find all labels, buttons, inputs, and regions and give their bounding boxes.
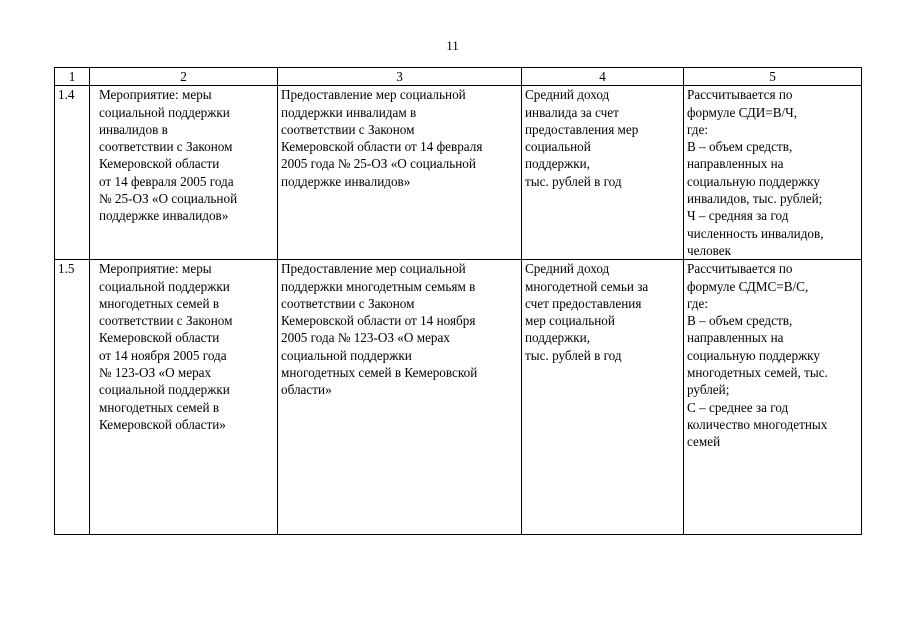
header-col-4: 4: [522, 68, 684, 86]
measure-description: Предоставление мер социальной поддержки инвалидам в соответствии с Законом Кемеровской области от 14 февраля 2005 года № 25-ОЗ «О социальной поддержке инвалидов»: [281, 87, 483, 189]
header-col-1: 1: [55, 68, 90, 86]
header-col-5: 5: [684, 68, 862, 86]
row-number-cell: [55, 260, 90, 535]
row-number: 1.5: [58, 261, 75, 277]
measure-name-cell: [90, 260, 278, 535]
table-header-row: [55, 68, 862, 86]
indicator-text: Средний доход инвалида за счет предоставления мер социальной поддержки, тыс. рублей в год: [525, 87, 639, 189]
measure-name-cell: [90, 86, 278, 260]
calculation-method-cell: [684, 260, 862, 535]
indicators-table: [54, 67, 862, 535]
header-col-3: 3: [278, 68, 522, 86]
measure-name: Мероприятие: меры социальной поддержки многодетных семей в соответствии с Законом Кемеровской области от 14 ноября 2005 года № 123-ОЗ «О мерах социальной поддержки многодетных семей в Кемеровской области»: [99, 261, 233, 432]
calculation-method-cell: [684, 86, 862, 260]
measure-name: Мероприятие: меры социальной поддержки инвалидов в соответствии с Законом Кемеровской области от 14 февраля 2005 года № 25-ОЗ «О социальной поддержке инвалидов»: [99, 87, 238, 224]
measure-description-cell: [278, 86, 522, 260]
row-number-cell: [55, 86, 90, 260]
calculation-method: Рассчитывается по формуле СДИ=В/Ч, где: В – объем средств, направленных на социальную поддержку инвалидов, тыс. рублей; Ч – средняя за год численность инвалидов, человек: [687, 87, 824, 258]
measure-description-cell: [278, 260, 522, 535]
table-row: [55, 86, 862, 260]
header-col-2: 2: [90, 68, 278, 86]
indicator-cell: [522, 260, 684, 535]
table-row: [55, 260, 862, 535]
indicator-cell: [522, 86, 684, 260]
calculation-method: Рассчитывается по формуле СДМС=В/С, где: В – объем средств, направленных на социальную поддержку многодетных семей, тыс. рублей; С – среднее за год количество многодетных семей: [687, 261, 828, 450]
row-number: 1.4: [58, 87, 75, 103]
indicator-text: Средний доход многодетной семьи за счет предоставления мер социальной поддержки, тыс. рублей в год: [525, 261, 649, 363]
page-number: 11: [446, 38, 459, 53]
measure-description: Предоставление мер социальной поддержки многодетным семьям в соответствии с Законом Кемеровской области от 14 ноября 2005 года № 123-ОЗ «О мерах социальной поддержки многодетных семей в Кемеровской области»: [281, 261, 478, 398]
